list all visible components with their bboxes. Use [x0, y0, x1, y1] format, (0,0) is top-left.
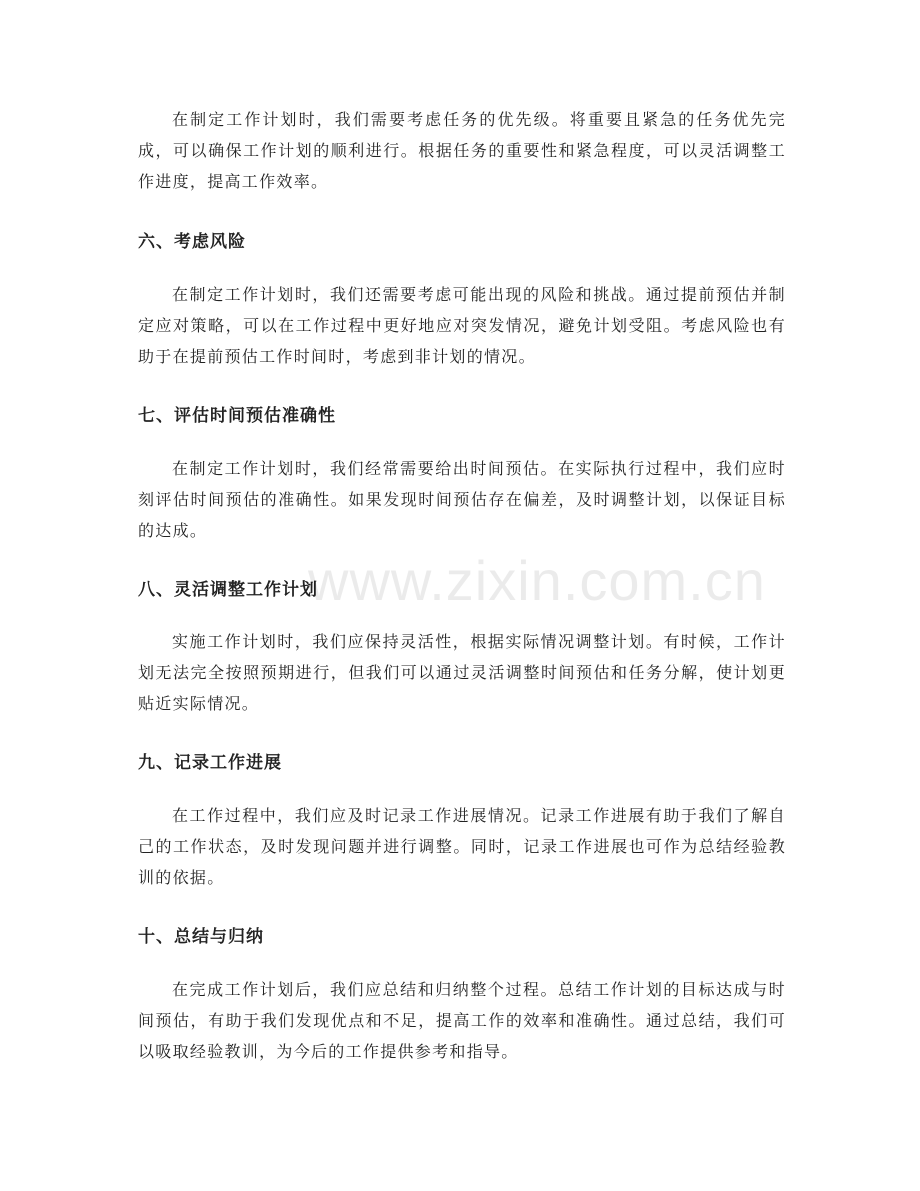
- section-heading-9: 九、记录工作进展: [138, 753, 282, 773]
- section-paragraph-8: 实施工作计划时，我们应保持灵活性，根据实际情况调整计划。有时候，工作计划无法完全按照预期进行，但我们可以通过灵活调整时间预估和任务分解，使计划更贴近实际情况。: [138, 632, 786, 713]
- intro-paragraph: 在制定工作计划时，我们需要考虑任务的优先级。将重要且紧急的任务优先完成，可以确保工作计划的顺利进行。根据任务的重要性和紧急程度，可以灵活调整工作进度，提高工作效率。: [138, 110, 786, 191]
- watermark: www.zixin.com.cn: [308, 549, 766, 612]
- section-paragraph-10: 在完成工作计划后，我们应总结和归纳整个过程。总结工作计划的目标达成与时间预估，有助于我们发现优点和不足，提高工作的效率和准确性。通过总结，我们可以吸取经验教训，为今后的工作提供参考和指导。: [138, 980, 786, 1061]
- section-heading-10: 十、总结与归纳: [138, 927, 264, 947]
- section-paragraph-6: 在制定工作计划时，我们还需要考虑可能出现的风险和挑战。通过提前预估并制定应对策略，可以在工作过程中更好地应对突发情况，避免计划受阻。考虑风险也有助于在提前预估工作时间时，考虑到非计划的情况。: [138, 285, 786, 366]
- section-paragraph-7: 在制定工作计划时，我们经常需要给出时间预估。在实际执行过程中，我们应时刻评估时间预估的准确性。如果发现时间预估存在偏差，及时调整计划，以保证目标的达成。: [138, 459, 786, 540]
- section-heading-8: 八、灵活调整工作计划: [138, 580, 318, 600]
- section-paragraph-9: 在工作过程中，我们应及时记录工作进展情况。记录工作进展有助于我们了解自己的工作状态，及时发现问题并进行调整。同时，记录工作进展也可作为总结经验教训的依据。: [138, 806, 786, 887]
- section-heading-7: 七、评估时间预估准确性: [138, 406, 336, 426]
- section-heading-6: 六、考虑风险: [138, 232, 246, 252]
